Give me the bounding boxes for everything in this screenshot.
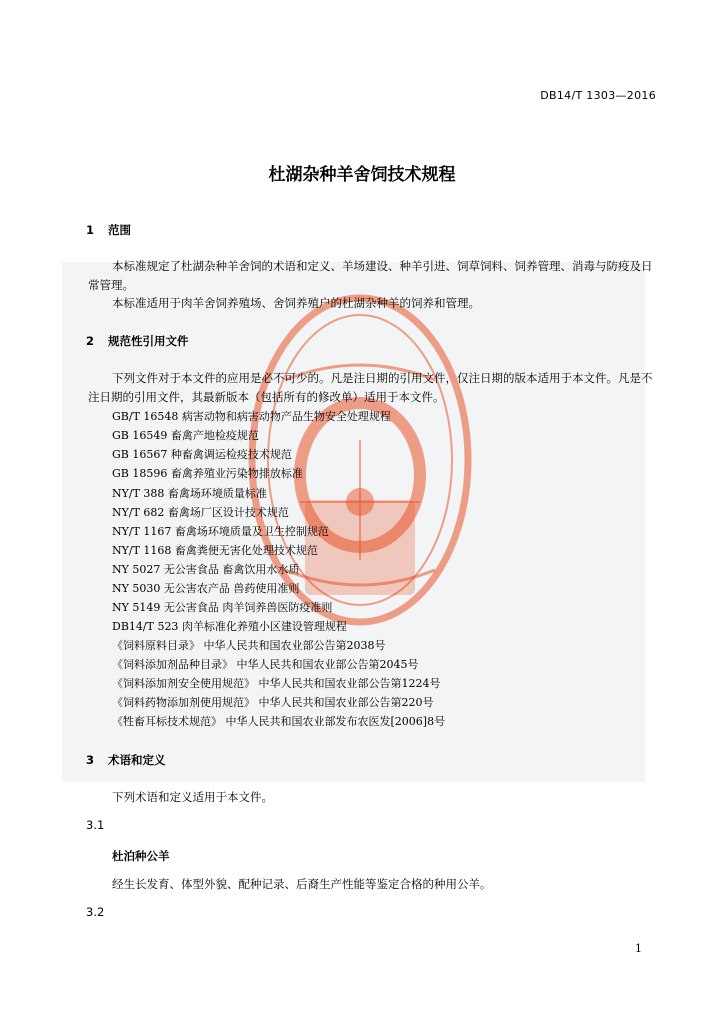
term-definition: 经生长发育、体型外貌、配种记录、后裔生产性能等鉴定合格的种用公羊。 (112, 877, 492, 891)
term-name: 杜泊种公羊 (112, 849, 170, 863)
section-1-heading (86, 222, 131, 238)
reference-item: NY/T 1168 畜禽粪便无害化处理技术规范 (112, 544, 318, 557)
reference-item: 《饲料原料目录》 中华人民共和国农业部公告第2038号 (112, 639, 386, 652)
reference-item: NY/T 1167 畜禽场环境质量及卫生控制规范 (112, 525, 329, 538)
reference-item: 《牲畜耳标技术规范》 中华人民共和国农业部发布农医发[2006]8号 (112, 715, 446, 728)
section-number: 3 (86, 753, 95, 767)
reference-item: NY/T 682 畜禽场厂区设计技术规范 (112, 506, 289, 519)
section-3-heading (86, 752, 166, 768)
subsection-number: 3.1 (86, 818, 105, 832)
reference-item: GB 18596 畜禽养殖业污染物排放标准 (112, 467, 303, 480)
subsection-number: 3.2 (86, 905, 105, 919)
section-number: 1 (86, 223, 95, 237)
section-title: 术语和定义 (108, 753, 166, 767)
terms-intro: 下列术语和定义适用于本文件。 (112, 790, 273, 804)
reference-item: NY/T 388 畜禽场环境质量标准 (112, 487, 267, 500)
references-intro: 下列文件对于本文件的应用是必不可少的。凡是注日期的引用文件，仅注日期的版本适用于本文件。凡是不注日期的引用文件，其最新版本（包括所有的修改单）适用于本文件。 (88, 371, 653, 404)
section-title: 范围 (108, 223, 132, 237)
reference-item: 《饲料添加剂安全使用规范》 中华人民共和国农业部公告第1224号 (112, 677, 441, 690)
reference-item: NY 5149 无公害食品 肉羊饲养兽医防疫准则 (112, 601, 333, 614)
scope-paragraph-2: 本标准适用于肉羊舍饲养殖场、舍饲养殖户的杜湖杂种羊的饲养和管理。 (112, 296, 480, 310)
scope-paragraph-1: 本标准规定了杜湖杂种羊舍饲的术语和定义、羊场建设、种羊引进、饲草饲料、饲养管理、消毒与防疫及日常管理。 (88, 259, 653, 292)
page-number: 1 (635, 942, 642, 955)
section-2-heading (86, 333, 189, 349)
section-title: 规范性引用文件 (108, 334, 189, 348)
reference-item: 《饲料药物添加剂使用规范》 中华人民共和国农业部公告第220号 (112, 696, 434, 709)
document-title: 杜湖杂种羊舍饲技术规程 (268, 165, 456, 185)
reference-item: GB 16549 畜禽产地检疫规范 (112, 429, 259, 442)
document-number: DB14/T 1303—2016 (540, 89, 656, 102)
reference-item: 《饲料添加剂品种目录》 中华人民共和国农业部公告第2045号 (112, 658, 419, 671)
reference-item: GB 16567 种畜禽调运检疫技术规范 (112, 448, 292, 461)
section-number: 2 (86, 334, 95, 348)
reference-item: GB/T 16548 病害动物和病害动物产品生物安全处理规程 (112, 410, 391, 423)
reference-item: DB14/T 523 肉羊标准化养殖小区建设管理规程 (112, 620, 347, 633)
reference-item: NY 5030 无公害农产品 兽药使用准则 (112, 582, 300, 595)
reference-item: NY 5027 无公害食品 畜禽饮用水水质 (112, 563, 300, 576)
